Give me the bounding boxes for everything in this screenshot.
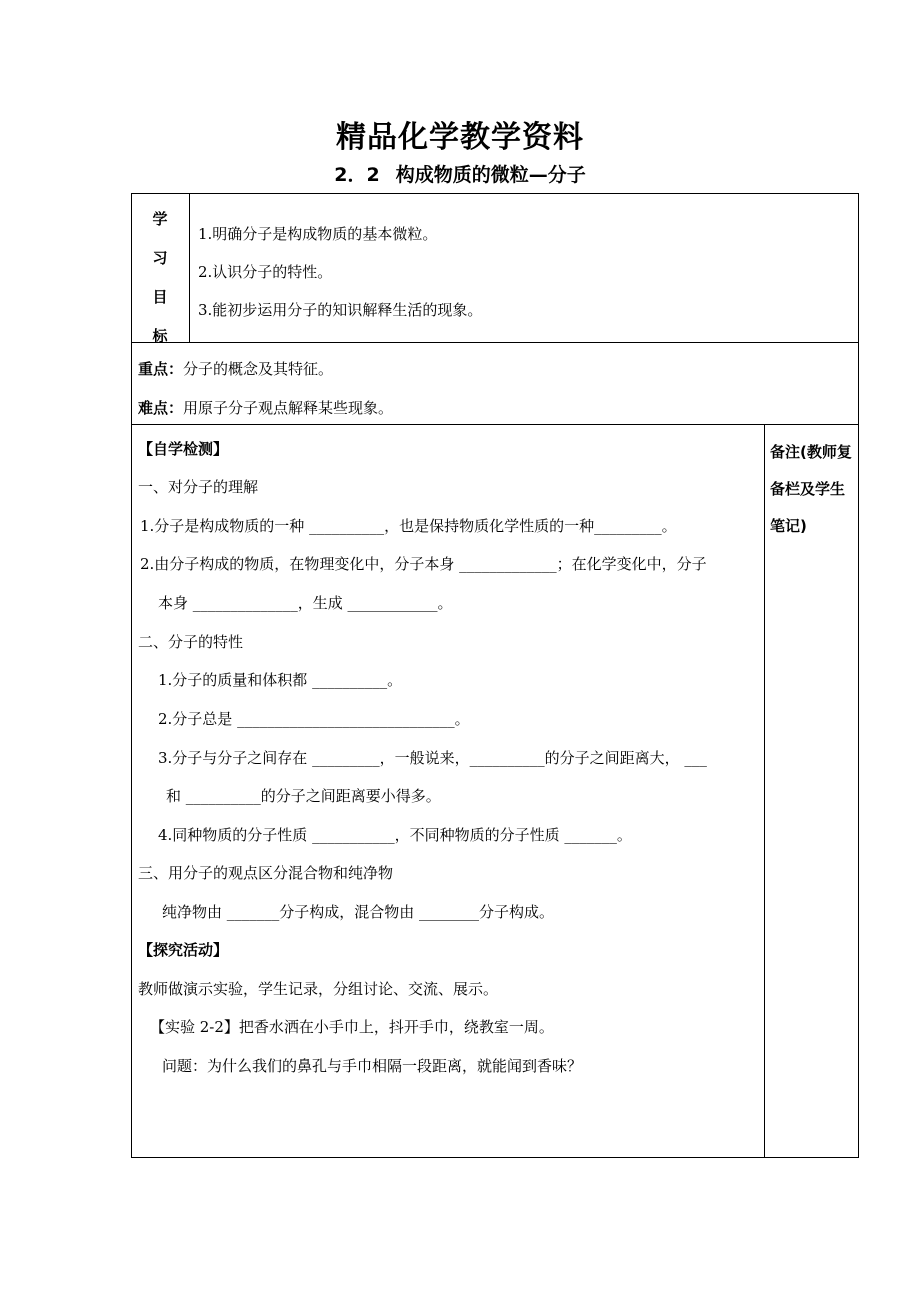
- question-2-line1: 2.由分子构成的物质，在物理变化中，分子本身 _____________；在化学变化中，分子: [140, 555, 707, 573]
- table-border-top: [131, 193, 859, 194]
- self-study-heading: 【自学检测】: [138, 440, 229, 458]
- objectives-label-char: 目: [152, 288, 168, 306]
- experiment-text: 【实验 2-2】把香水洒在小手巾上，抖开手巾，绕教室一周。: [150, 1018, 554, 1036]
- notes-column-label: 备注(教师复备栏及学生笔记): [770, 443, 852, 535]
- part3-title: 三、用分子的观点区分混合物和纯净物: [138, 864, 394, 882]
- key-point-text: 分子的概念及其特征。: [183, 360, 334, 378]
- explore-intro: 教师做演示实验，学生记录，分组讨论、交流、展示。: [138, 980, 499, 998]
- difficult-point-text: 用原子分子观点解释某些现象。: [183, 399, 394, 417]
- question-2-line2: 本身 ______________，生成 ____________。: [158, 594, 453, 612]
- property-1: 1.分子的质量和体积都 __________。: [158, 671, 403, 689]
- keypoints-row-divider: [131, 424, 859, 425]
- property-3-line2: 和 __________的分子之间距离要小得多。: [166, 787, 441, 805]
- key-point-line: [138, 359, 333, 379]
- pure-mixture-question: 纯净物由 _______分子构成，混合物由 ________分子构成。: [162, 903, 555, 921]
- part2-title: 二、分子的特性: [138, 633, 244, 651]
- objectives-label-char: 标: [152, 327, 168, 345]
- explore-heading: 【探究活动】: [138, 941, 229, 959]
- table-border-bottom: [131, 1157, 859, 1158]
- section-title: 构成物质的微粒—分子: [395, 164, 586, 186]
- experiment-question: 问题：为什么我们的鼻孔与手巾相隔一段距离，就能闻到香味？: [162, 1057, 583, 1075]
- section-number: 2．2: [334, 164, 380, 186]
- property-3-line1: 3.分子与分子之间存在 _________，一般说来，__________的分子之间距离大， ___: [158, 749, 707, 767]
- objectives-label-char: 学: [152, 210, 168, 228]
- difficult-point-line: [138, 398, 393, 418]
- objective-item: 1.明确分子是构成物质的基本微粒。: [198, 225, 438, 243]
- table-border-right: [858, 193, 859, 1158]
- page-title: 精品化学教学资料: [336, 120, 584, 155]
- objectives-label-char: 习: [152, 249, 168, 267]
- property-4: 4.同种物质的分子性质 ___________，不同种物质的分子性质 _______。: [158, 826, 632, 844]
- lesson-title: [0, 160, 920, 187]
- objectives-row-divider: [131, 342, 859, 343]
- difficult-point-label: 难点：: [138, 399, 184, 417]
- question-1: 1.分子是构成物质的一种 __________，也是保持物质化学性质的一种_________。: [140, 517, 677, 535]
- notes-column-divider: [764, 424, 765, 1157]
- objective-item: 3.能初步运用分子的知识解释生活的现象。: [198, 301, 483, 319]
- objective-item: 2.认识分子的特性。: [198, 263, 333, 281]
- objectives-label-divider: [189, 193, 190, 342]
- objectives-label: [131, 200, 189, 356]
- part1-title: 一、对分子的理解: [138, 478, 259, 496]
- key-point-label: 重点：: [138, 360, 184, 378]
- property-2: 2.分子总是 _____________________________。: [158, 710, 470, 728]
